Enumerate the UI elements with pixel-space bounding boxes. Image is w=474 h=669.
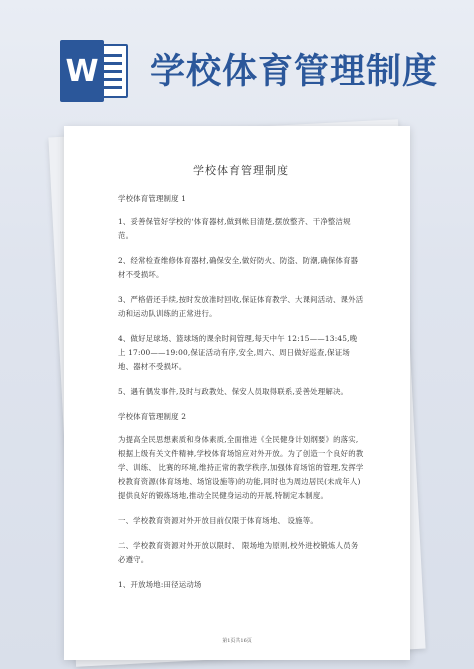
paragraph: 4、做好足球场、篮球场的课余时间管理,每天中午 12:15——13:45,晚上 17:00——19:00,保证活动有序,安全,周六、周日做好巡查,保证场地、器材不受损坏。 [118,334,358,371]
paragraph: 2、经常检查维修体育器材,确保安全,做好防火、防盗、防潮,确保体育器材不受损坏。 [118,256,359,279]
page-footer: 第1页共16页 [222,638,252,644]
document-body [118,162,364,603]
word-icon-badge: W [60,40,104,102]
page-title: 学校体育管理制度 [150,52,439,92]
paragraph: 为提高全民思想素质和身体素质,全面推进《全民健身计划纲要》的落实,根据上级有关文件精神,学校体育场馆应对外开放。为了创造一个良好的教学、训练、 比赛的环境,维持正常的教学秩序,加强体育场馆的管理,发挥学校教育资源(体育场地、场馆设施等)的功能,同时也为周边居民(未成年人)提供良好的锻炼场地,推动全民健身运动的开展,特制定本制度。 [118,435,364,500]
section-heading: 学校体育管理制度 2 [118,412,187,421]
paragraph: 一、学校教育资源对外开放目前仅限于体育场地、 设施等。 [118,516,318,525]
paragraph: 3、严格借还手续,按时发放准时回收,保证体育教学、大课间活动、课外活动和运动队训练的正常进行。 [118,295,364,318]
document-page [64,126,410,660]
paragraph: 1、妥善保管好学校的‘体育器材,做到帐目清楚,摆放整齐、干净整洁规范。 [118,217,351,240]
word-icon [60,40,130,102]
paragraph: 二、学校教育资源对外开放以限时、 限场地为原则,校外进校锻炼人员务必遵守。 [118,541,359,564]
section-heading: 学校体育管理制度 1 [118,194,187,203]
paragraph: 5、遇有偶发事件,及时与政教处、保安人员取得联系,妥善处理解决。 [118,387,349,396]
paragraph: 1、开放场地:田径运动场 [118,580,202,589]
document-title: 学校体育管理制度 [193,164,289,177]
